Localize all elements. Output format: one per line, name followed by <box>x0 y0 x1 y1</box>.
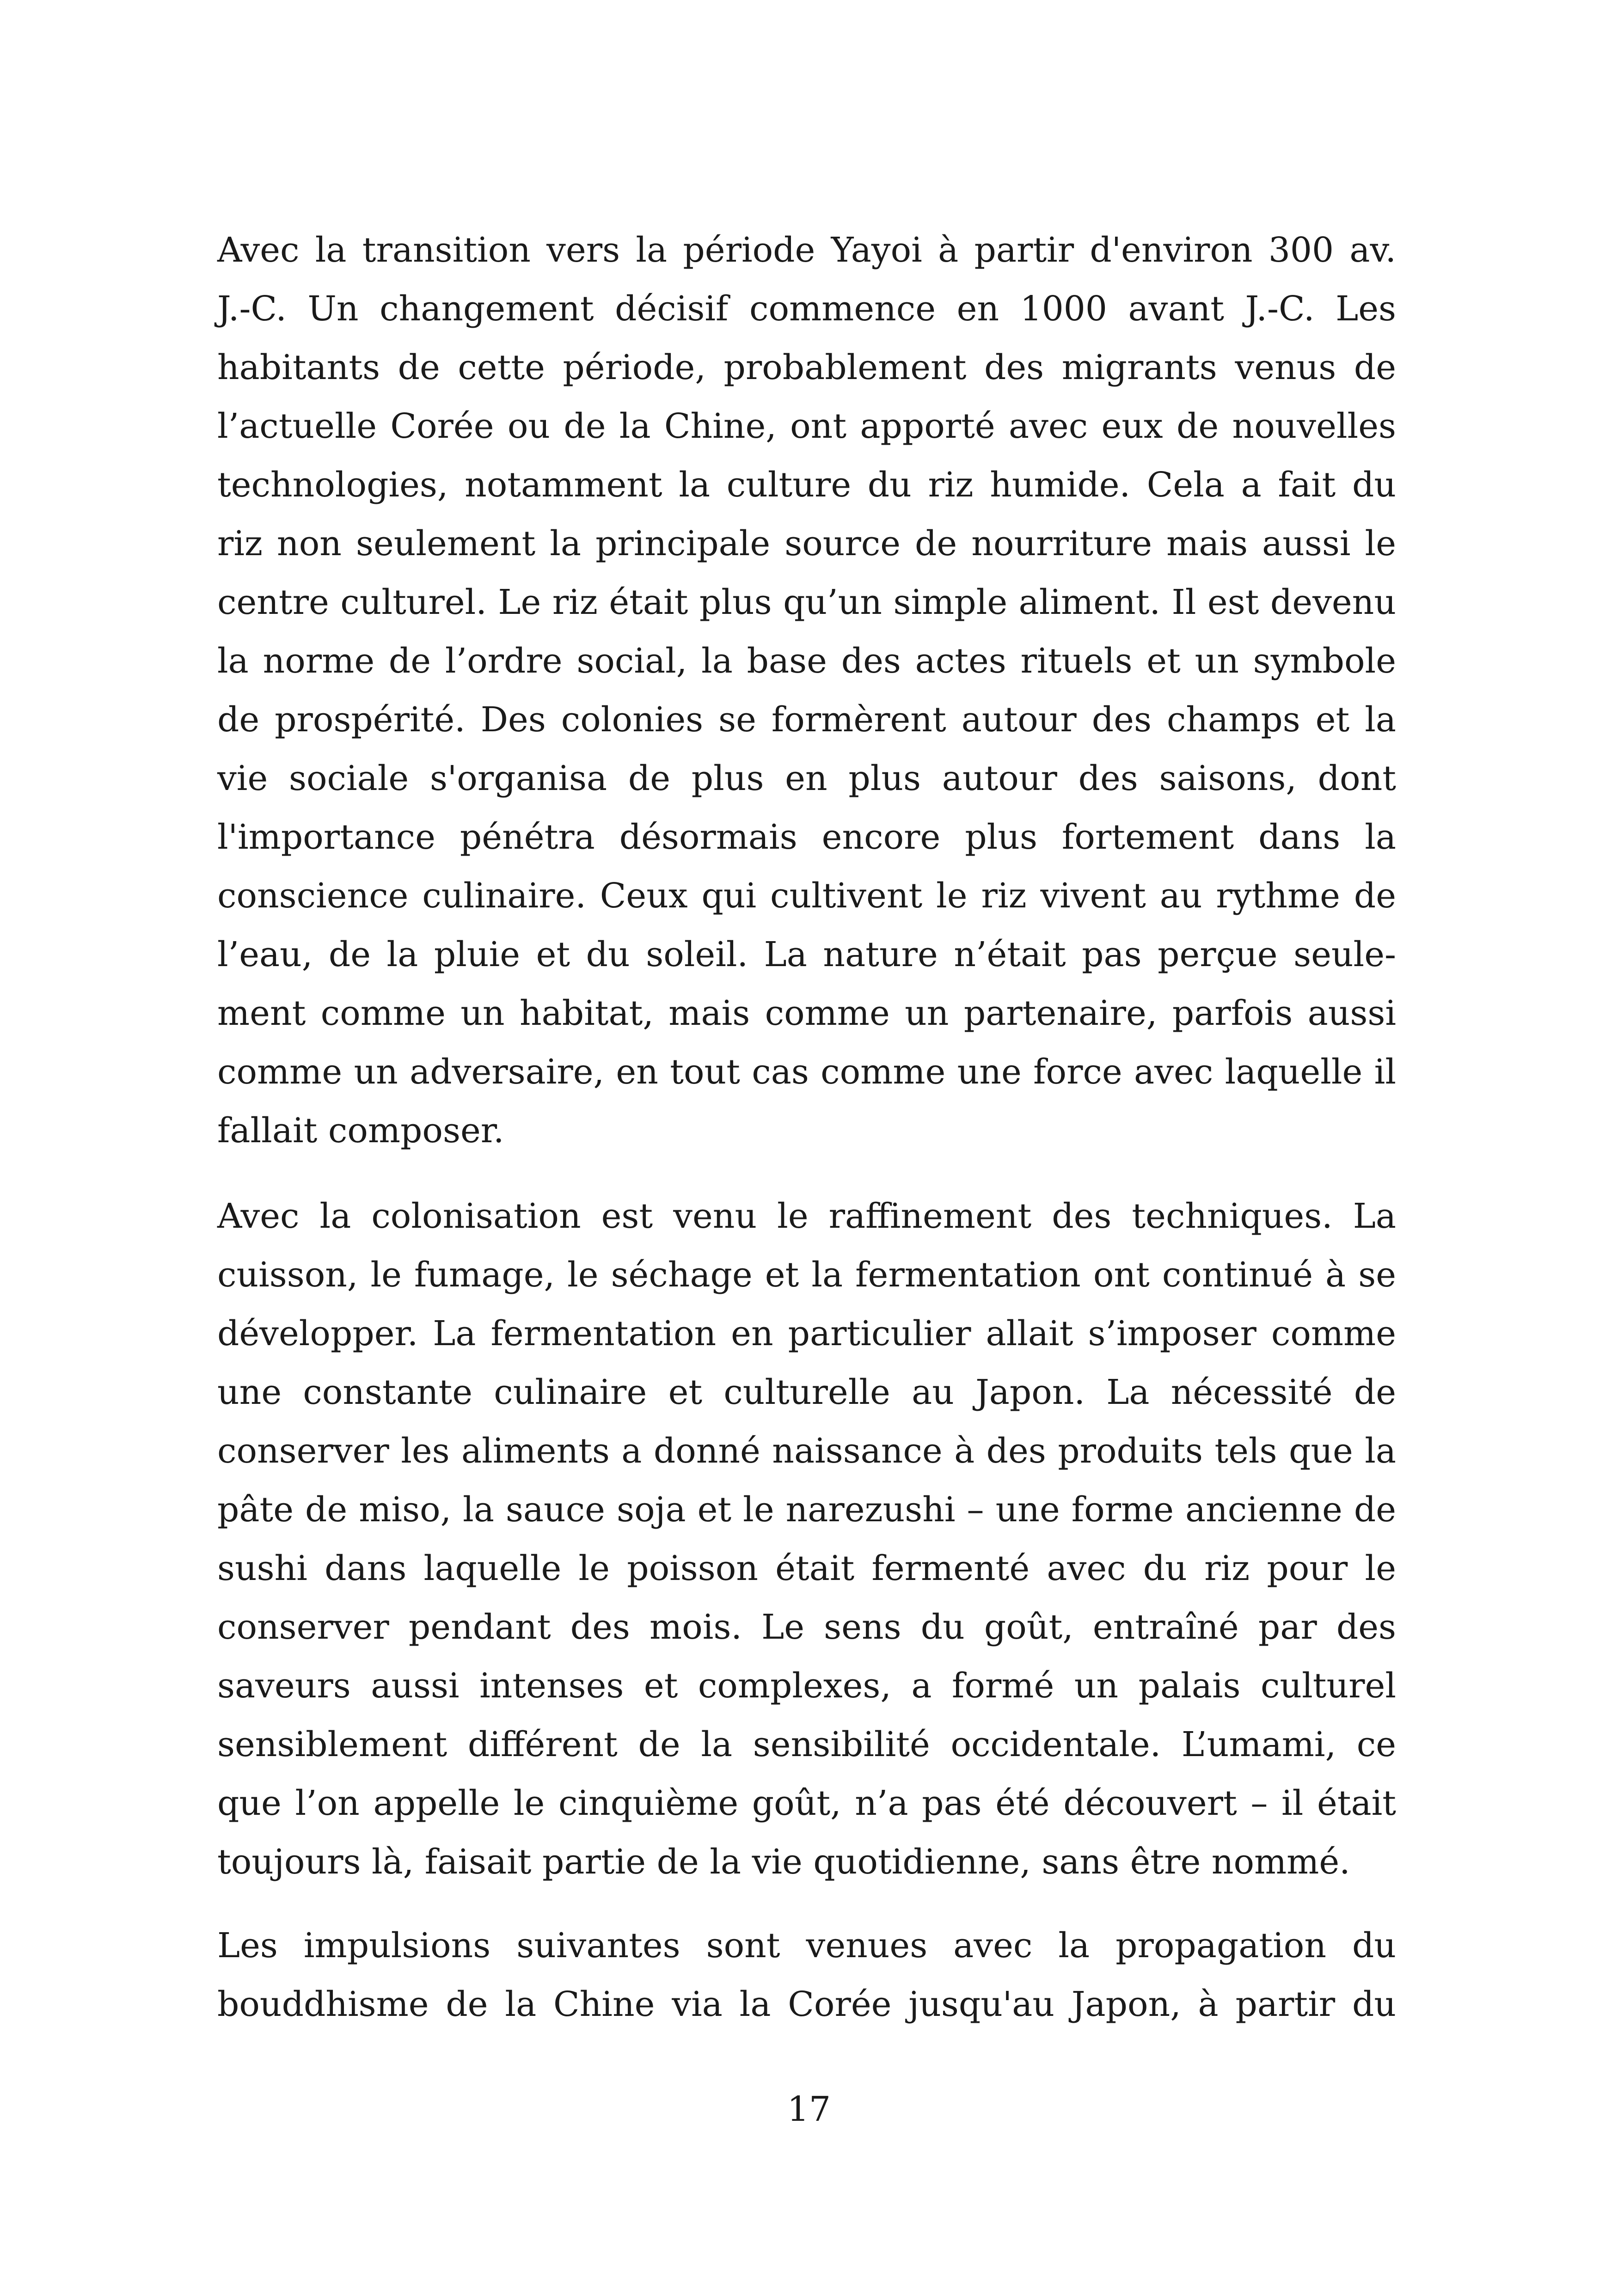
text-line: centre culturel. Le riz était plus qu’un simple aliment. Il est devenu <box>217 582 1396 622</box>
text-line: ment comme un habitat, mais comme un partenaire, parfois aussi <box>217 993 1396 1033</box>
text-line: sensiblement différent de la sensibilité occidentale. L’umami, ce <box>217 1725 1396 1764</box>
text-line: que l’on appelle le cinquième goût, n’a pas été découvert – il était <box>217 1783 1396 1823</box>
text-line: cuisson, le fumage, le séchage et la fermentation ont continué à se <box>217 1255 1396 1295</box>
text-line: une constante culinaire et culturelle au Japon. La nécessité de <box>217 1372 1396 1412</box>
text-line: vie sociale s'organisa de plus en plus autour des saisons, dont <box>217 759 1396 798</box>
text-line: Les impulsions suivantes sont venues avec la propagation du <box>217 1926 1396 1965</box>
text-line: la norme de l’ordre social, la base des actes rituels et un symbole <box>217 641 1396 681</box>
text-line: comme un adversaire, en tout cas comme une force avec laquelle il <box>217 1052 1396 1092</box>
paragraph-yayoi-period <box>217 221 1396 1160</box>
paragraph-fermentation <box>217 1187 1396 1892</box>
page-number: 17 <box>787 2089 831 2129</box>
text-line: toujours là, faisait partie de la vie quotidienne, sans être nommé. <box>217 1842 1350 1882</box>
text-line: bouddhisme de la Chine via la Corée jusqu'au Japon, à partir du <box>217 1984 1396 2024</box>
text-line: J.-C. Un changement décisif commence en 1000 avant J.-C. Les <box>217 289 1396 329</box>
text-line: conserver pendant des mois. Le sens du goût, entraîné par des <box>217 1607 1396 1647</box>
text-line: sushi dans laquelle le poisson était fermenté avec du riz pour le <box>217 1549 1396 1588</box>
text-line: conserver les aliments a donné naissance à des produits tels que la <box>217 1431 1396 1471</box>
text-line: l’eau, de la pluie et du soleil. La nature n’était pas perçue seule- <box>217 935 1396 974</box>
text-line: fallait composer. <box>217 1111 504 1151</box>
text-line: développer. La fermentation en particulier allait s’imposer comme <box>217 1314 1396 1353</box>
text-line: habitants de cette période, probablement des migrants venus de <box>217 348 1396 387</box>
text-line: saveurs aussi intenses et complexes, a formé un palais culturel <box>217 1666 1396 1706</box>
text-line: conscience culinaire. Ceux qui cultivent le riz vivent au rythme de <box>217 876 1396 916</box>
text-line: technologies, notamment la culture du riz humide. Cela a fait du <box>217 465 1396 505</box>
text-line: de prospérité. Des colonies se formèrent autour des champs et la <box>217 700 1396 740</box>
text-line: Avec la transition vers la période Yayoi à partir d'environ 300 av. <box>217 230 1396 270</box>
text-line: l’actuelle Corée ou de la Chine, ont apporté avec eux de nouvelles <box>217 406 1396 446</box>
text-line: riz non seulement la principale source de nourriture mais aussi le <box>217 524 1396 563</box>
text-line: Avec la colonisation est venu le raffinement des techniques. La <box>217 1196 1396 1236</box>
text-line: l'importance pénétra désormais encore plus fortement dans la <box>217 817 1396 857</box>
text-line: pâte de miso, la sauce soja et le narezushi – une forme ancienne de <box>217 1490 1396 1530</box>
paragraph-buddhism <box>217 1916 1396 2034</box>
